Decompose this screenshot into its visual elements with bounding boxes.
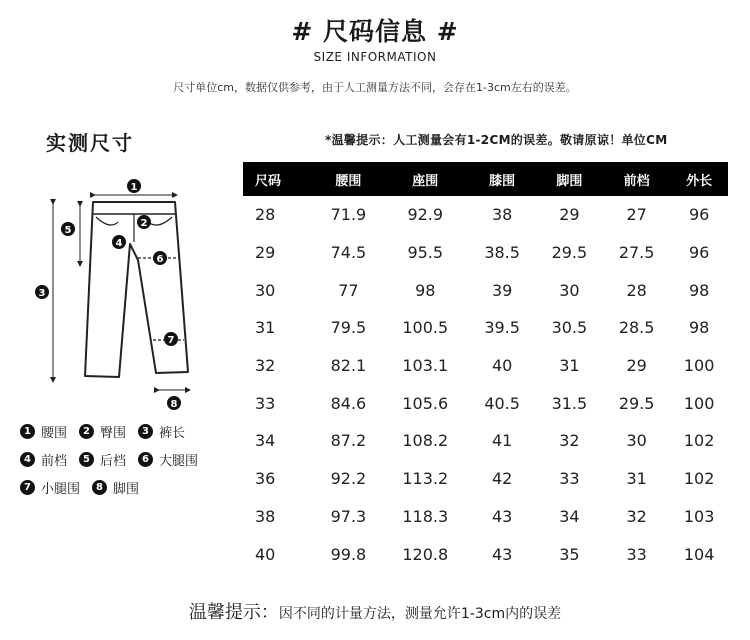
svg-text:8: 8 xyxy=(170,399,178,410)
svg-text:2: 2 xyxy=(140,218,148,229)
header-size: 尺码 xyxy=(243,162,315,196)
table-cell: 99.8 xyxy=(330,544,367,564)
table-cell: 31 xyxy=(255,318,276,338)
table-cell: 98 xyxy=(688,318,710,338)
table-cell: 100 xyxy=(683,356,715,376)
table-cell: 33 xyxy=(559,469,580,489)
table-cell: 38 xyxy=(255,506,276,526)
table-cell: 97.3 xyxy=(330,506,367,526)
marker-3 xyxy=(35,285,49,299)
legend-row xyxy=(20,478,198,497)
table-cell: 27.5 xyxy=(618,243,655,263)
table-cell: 30 xyxy=(559,280,580,300)
table-cell: 42 xyxy=(491,469,513,489)
table-cell: 31 xyxy=(626,469,647,489)
legend-item-back-rise: 5 后档 xyxy=(79,450,126,469)
table-cell: 38.5 xyxy=(484,243,520,263)
table-cell: 41 xyxy=(491,431,513,451)
table-row xyxy=(243,498,728,536)
marker-2 xyxy=(137,215,151,229)
marker-8 xyxy=(167,396,181,410)
table-cell: 29 xyxy=(255,243,276,263)
table-cell: 43 xyxy=(491,544,513,564)
table-cell: 103.1 xyxy=(402,356,449,376)
pants-diagram xyxy=(30,172,220,417)
table-cell: 87.2 xyxy=(330,431,367,451)
table-cell: 103 xyxy=(683,506,715,526)
table-cell: 29.5 xyxy=(551,243,588,263)
table-cell: 100.5 xyxy=(402,318,449,338)
table-cell: 32 xyxy=(626,506,647,526)
table-cell: 27 xyxy=(626,205,647,225)
header-knee: 膝围 xyxy=(469,162,536,196)
table-row xyxy=(243,422,728,460)
header-outer-length: 外长 xyxy=(670,162,728,196)
svg-text:6: 6 xyxy=(156,254,164,265)
table-cell: 95.5 xyxy=(407,243,444,263)
table-cell: 30.5 xyxy=(551,318,588,338)
table-cell: 40 xyxy=(491,356,513,376)
table-row xyxy=(243,384,728,422)
legend-row xyxy=(20,450,198,469)
svg-text:3: 3 xyxy=(38,288,46,299)
footer-tip-label: 温馨提示： xyxy=(188,602,279,623)
table-cell: 100 xyxy=(683,393,715,413)
table-cell: 43 xyxy=(491,506,513,526)
table-cell: 28 xyxy=(626,280,647,300)
table-cell: 82.1 xyxy=(330,356,367,376)
measurement-note: 尺寸单位cm，数据仅供参考，由于人工测量方法不同，会存在1-3cm左右的误差。 xyxy=(173,81,577,94)
size-table-header xyxy=(243,162,728,196)
table-cell: 102 xyxy=(683,469,715,489)
footer-tip xyxy=(0,598,750,624)
table-row xyxy=(243,535,728,573)
table-cell: 39.5 xyxy=(484,318,520,338)
legend-item-length: 3 裤长 xyxy=(138,422,185,441)
table-cell: 74.5 xyxy=(330,243,367,263)
table-cell: 31.5 xyxy=(551,393,588,413)
legend-item-front-rise: 4 前档 xyxy=(20,450,67,469)
table-cell: 29 xyxy=(626,356,647,376)
table-cell: 105.6 xyxy=(402,393,449,413)
table-cell: 31 xyxy=(559,356,580,376)
measurement-legend xyxy=(20,422,198,506)
marker-1 xyxy=(127,179,141,193)
table-cell: 71.9 xyxy=(330,205,367,225)
header-hip: 座围 xyxy=(382,162,468,196)
measurement-tip: *温馨提示：人工测量会有1-2CM的误差。敬请原谅！单位CM xyxy=(325,133,668,147)
page-title: # 尺码信息 # xyxy=(291,17,459,46)
table-cell: 102 xyxy=(683,431,715,451)
section-title: 实测尺寸 xyxy=(46,131,134,155)
table-cell: 92.9 xyxy=(407,205,444,225)
legend-item-hip: 2 臀围 xyxy=(79,422,126,441)
table-cell: 96 xyxy=(688,205,710,225)
table-cell: 98 xyxy=(688,280,710,300)
table-cell: 34 xyxy=(559,506,580,526)
table-cell: 36 xyxy=(255,469,276,489)
table-cell: 98 xyxy=(415,280,436,300)
table-cell: 79.5 xyxy=(330,318,367,338)
marker-5 xyxy=(61,222,75,236)
table-row xyxy=(243,347,728,385)
page-subtitle: SIZE INFORMATION xyxy=(313,50,437,64)
header-front-rise: 前档 xyxy=(603,162,670,196)
table-cell: 33 xyxy=(626,544,647,564)
table-cell: 104 xyxy=(683,544,715,564)
table-cell: 118.3 xyxy=(402,506,449,526)
svg-text:7: 7 xyxy=(167,335,175,346)
svg-text:1: 1 xyxy=(130,182,138,193)
table-cell: 92.2 xyxy=(330,469,367,489)
legend-item-calf: 7 小腿围 xyxy=(20,478,80,497)
svg-text:4: 4 xyxy=(115,238,123,249)
table-cell: 38 xyxy=(491,205,513,225)
table-row xyxy=(243,309,728,347)
table-cell: 28 xyxy=(255,205,276,225)
legend-item-waist: 1 腰围 xyxy=(20,422,67,441)
table-cell: 30 xyxy=(626,431,647,451)
table-cell: 28.5 xyxy=(618,318,655,338)
table-cell: 32 xyxy=(255,356,276,376)
table-cell: 96 xyxy=(688,243,710,263)
pants-outline xyxy=(85,202,188,377)
table-row xyxy=(243,196,728,234)
table-cell: 84.6 xyxy=(330,393,367,413)
table-cell: 40 xyxy=(255,544,276,564)
table-cell: 40.5 xyxy=(484,393,520,413)
table-cell: 113.2 xyxy=(402,469,449,489)
table-cell: 29.5 xyxy=(618,393,655,413)
marker-6 xyxy=(153,251,167,265)
table-row xyxy=(243,271,728,309)
table-row xyxy=(243,234,728,272)
table-cell: 33 xyxy=(255,393,276,413)
footer-tip-text: 因不同的计量方法，测量允许1-3cm内的误差 xyxy=(278,606,562,622)
table-cell: 108.2 xyxy=(402,431,449,451)
marker-7 xyxy=(164,332,178,346)
legend-item-thigh: 6 大腿围 xyxy=(138,450,198,469)
svg-text:5: 5 xyxy=(64,225,72,236)
table-cell: 39 xyxy=(491,280,513,300)
header-waist: 腰围 xyxy=(315,162,382,196)
table-cell: 34 xyxy=(255,431,276,451)
header-hem: 脚围 xyxy=(536,162,603,196)
marker-4 xyxy=(112,235,126,249)
legend-item-hem: 8 脚围 xyxy=(92,478,139,497)
table-cell: 120.8 xyxy=(402,544,449,564)
table-cell: 77 xyxy=(338,280,359,300)
table-row xyxy=(243,460,728,498)
legend-row xyxy=(20,422,198,441)
size-table xyxy=(243,162,728,573)
table-cell: 32 xyxy=(559,431,580,451)
table-cell: 29 xyxy=(559,205,580,225)
table-cell: 30 xyxy=(255,280,276,300)
table-cell: 35 xyxy=(559,544,580,564)
